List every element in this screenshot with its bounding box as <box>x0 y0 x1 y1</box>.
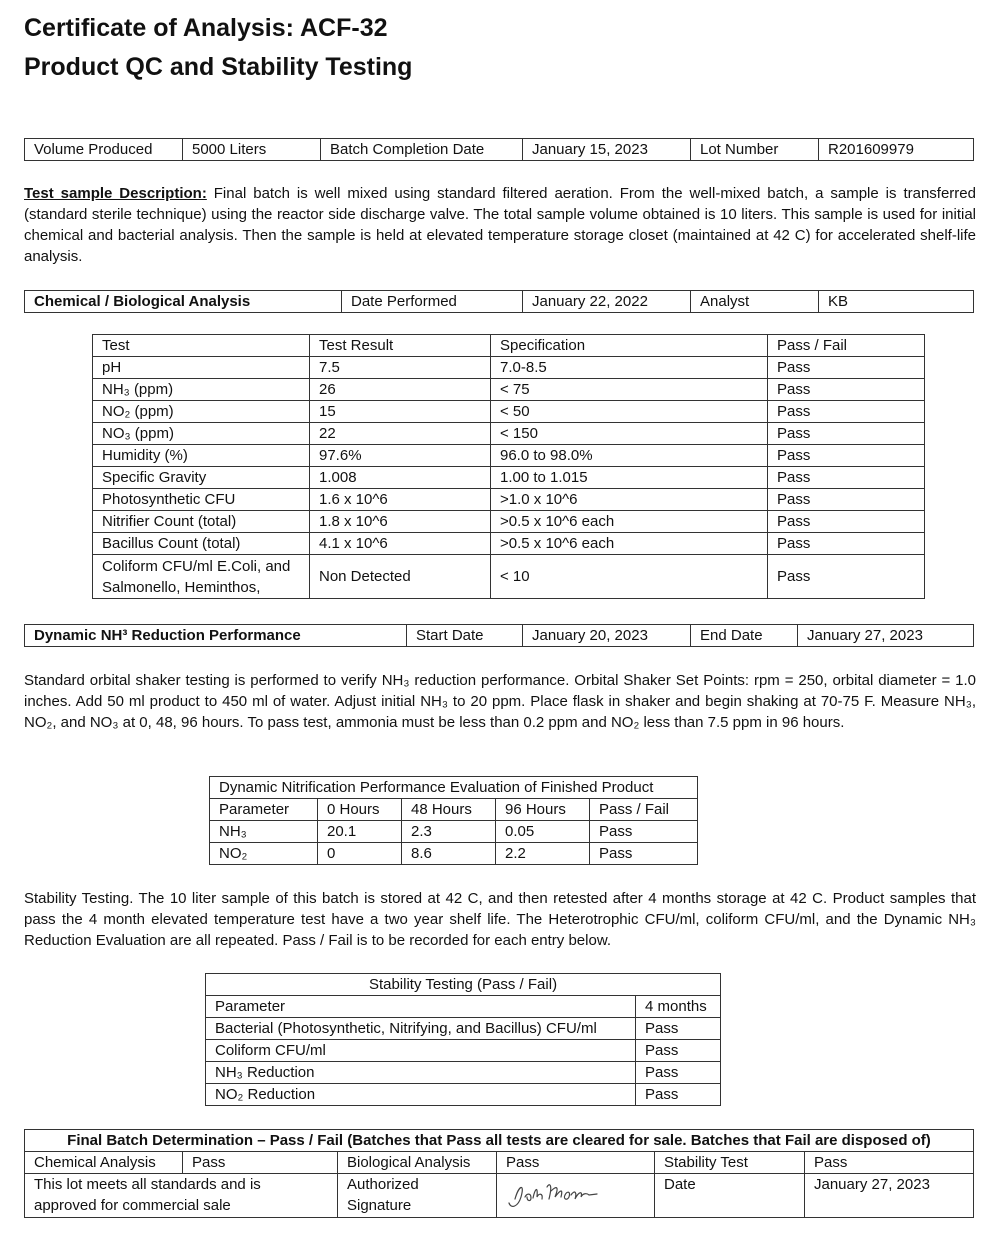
column-header: 4 months <box>636 996 721 1018</box>
test-specification: >0.5 x 10^6 each <box>491 533 768 555</box>
column-header: 48 Hours <box>402 799 496 821</box>
sample-description-heading: Test sample Description: <box>24 185 207 202</box>
column-header: Pass / Fail <box>768 335 925 357</box>
test-result: 1.6 x 10^6 <box>310 489 491 511</box>
test-pass-fail: Pass <box>768 467 925 489</box>
table-row <box>93 489 925 511</box>
table-row <box>210 821 698 843</box>
document-title-line1: Certificate of Analysis: ACF-32 <box>24 14 388 42</box>
lot-number-label: Lot Number <box>691 139 819 161</box>
parameter-name: NO₂ Reduction <box>206 1084 636 1106</box>
test-result: 7.5 <box>310 357 491 379</box>
stability-table-title: Stability Testing (Pass / Fail) <box>206 974 721 996</box>
table-header-row <box>93 335 925 357</box>
nitrification-table <box>209 776 698 865</box>
hour-0-value: 0 <box>318 843 402 865</box>
column-header: 0 Hours <box>318 799 402 821</box>
test-result: 22 <box>310 423 491 445</box>
test-pass-fail: Pass <box>768 445 925 467</box>
final-determination-title: Final Batch Determination – Pass / Fail (Batches that Pass all tests are cleared for sale. Batches that Fail are disposed of) <box>25 1130 974 1152</box>
test-result: 4.1 x 10^6 <box>310 533 491 555</box>
table-row <box>93 379 925 401</box>
stability-table <box>205 973 721 1106</box>
test-name: Humidity (%) <box>93 445 310 467</box>
date-value: January 27, 2023 <box>805 1174 974 1218</box>
test-result: 97.6% <box>310 445 491 467</box>
test-result: 26 <box>310 379 491 401</box>
biological-analysis-label: Biological Analysis <box>338 1152 497 1174</box>
test-result: Non Detected <box>310 555 491 599</box>
table-row <box>206 1084 721 1106</box>
completion-date-value: January 15, 2023 <box>523 139 691 161</box>
test-name: pH <box>93 357 310 379</box>
test-result: 15 <box>310 401 491 423</box>
test-specification: < 50 <box>491 401 768 423</box>
test-name: Photosynthetic CFU <box>93 489 310 511</box>
table-row <box>93 511 925 533</box>
date-performed-label: Date Performed <box>342 291 523 313</box>
test-name: Coliform CFU/ml E.Coli, and Salmonello, Heminthos, <box>93 555 310 599</box>
hour-48-value: 8.6 <box>402 843 496 865</box>
batch-info-table <box>24 138 974 161</box>
date-performed-value: January 22, 2022 <box>523 291 691 313</box>
hour-0-value: 20.1 <box>318 821 402 843</box>
lot-number-value: R201609979 <box>819 139 974 161</box>
biological-analysis-result: Pass <box>497 1152 655 1174</box>
column-header: Parameter <box>210 799 318 821</box>
test-specification: >0.5 x 10^6 each <box>491 511 768 533</box>
table-header-row <box>206 996 721 1018</box>
volume-label: Volume Produced <box>25 139 183 161</box>
test-pass-fail: Pass <box>768 489 925 511</box>
column-header: Parameter <box>206 996 636 1018</box>
table-row <box>93 445 925 467</box>
pass-fail-value: Pass <box>590 843 698 865</box>
volume-value: 5000 Liters <box>183 139 321 161</box>
test-specification: 1.00 to 1.015 <box>491 467 768 489</box>
completion-date-label: Batch Completion Date <box>321 139 523 161</box>
table-row <box>206 1040 721 1062</box>
document-title-line2: Product QC and Stability Testing <box>24 53 413 81</box>
parameter-name: Bacterial (Photosynthetic, Nitrifying, and Bacillus) CFU/ml <box>206 1018 636 1040</box>
hour-96-value: 2.2 <box>496 843 590 865</box>
test-pass-fail: Pass <box>768 379 925 401</box>
table-header-row <box>210 799 698 821</box>
authorized-signature-label: Authorized Signature <box>338 1174 497 1218</box>
four-month-result: Pass <box>636 1084 721 1106</box>
test-name: Nitrifier Count (total) <box>93 511 310 533</box>
parameter-name: NO₂ <box>210 843 318 865</box>
pass-fail-value: Pass <box>590 821 698 843</box>
table-row <box>210 843 698 865</box>
four-month-result: Pass <box>636 1062 721 1084</box>
end-date-label: End Date <box>691 625 798 647</box>
table-row <box>93 357 925 379</box>
table-row <box>93 423 925 445</box>
test-name: NO₂ (ppm) <box>93 401 310 423</box>
parameter-name: NH₃ <box>210 821 318 843</box>
four-month-result: Pass <box>636 1018 721 1040</box>
test-pass-fail: Pass <box>768 533 925 555</box>
parameter-name: Coliform CFU/ml <box>206 1040 636 1062</box>
test-name: Bacillus Count (total) <box>93 533 310 555</box>
test-result: 1.8 x 10^6 <box>310 511 491 533</box>
test-specification: 96.0 to 98.0% <box>491 445 768 467</box>
chemical-results-table <box>92 334 925 599</box>
nh3-reduction-label: Dynamic NH³ Reduction Performance <box>25 625 407 647</box>
stability-test-label: Stability Test <box>655 1152 805 1174</box>
chemical-analysis-label: Chemical Analysis <box>25 1152 183 1174</box>
analyst-value: KB <box>819 291 974 313</box>
column-header: Pass / Fail <box>590 799 698 821</box>
final-determination-table <box>24 1129 974 1218</box>
column-header: Specification <box>491 335 768 357</box>
test-name: NO₃ (ppm) <box>93 423 310 445</box>
test-name: Specific Gravity <box>93 467 310 489</box>
signature-image <box>505 1177 605 1213</box>
test-name: NH₃ (ppm) <box>93 379 310 401</box>
hour-96-value: 0.05 <box>496 821 590 843</box>
table-row <box>206 1018 721 1040</box>
test-pass-fail: Pass <box>768 423 925 445</box>
test-pass-fail: Pass <box>768 555 925 599</box>
test-pass-fail: Pass <box>768 401 925 423</box>
chemical-header-table <box>24 290 974 313</box>
end-date-value: January 27, 2023 <box>798 625 974 647</box>
approval-statement: This lot meets all standards and is approved for commercial sale <box>25 1174 338 1218</box>
nh3-reduction-header-table <box>24 624 974 647</box>
analyst-label: Analyst <box>691 291 819 313</box>
test-specification: < 75 <box>491 379 768 401</box>
chemical-analysis-label: Chemical / Biological Analysis <box>25 291 342 313</box>
date-label: Date <box>655 1174 805 1218</box>
table-row <box>93 401 925 423</box>
parameter-name: NH₃ Reduction <box>206 1062 636 1084</box>
table-row <box>206 1062 721 1084</box>
test-specification: < 150 <box>491 423 768 445</box>
column-header: Test Result <box>310 335 491 357</box>
sample-description-text: Final batch is well mixed using standard filtered aeration. From the well-mixed batch, a sample is transferred (standard sterile technique) using the reactor side discharge valve. The total sample volume obtained is 10 liters. This sample is used for initial chemical and bacterial analysis. Then the sample is held at elevated temperature storage closet (maintained at 42 C) for accelerated shelf-life analysis. <box>24 185 976 265</box>
test-specification: >1.0 x 10^6 <box>491 489 768 511</box>
column-header: 96 Hours <box>496 799 590 821</box>
test-specification: < 10 <box>491 555 768 599</box>
four-month-result: Pass <box>636 1040 721 1062</box>
table-row <box>93 555 925 599</box>
test-pass-fail: Pass <box>768 511 925 533</box>
sample-description <box>24 183 976 267</box>
start-date-value: January 20, 2023 <box>523 625 691 647</box>
orbital-shaker-description: Standard orbital shaker testing is performed to verify NH₃ reduction performance. Orbital Shaker Set Points: rpm = 250, orbital diameter = 1.0 inches. Add 50 ml product to 450 ml of water. Adjust initial NH₃ to 20 ppm. Place flask in shaker and begin shaking at 70-75 F. Measure NH₃, NO₂, and NO₃ at 0, 48, 96 hours. To pass test, ammonia must be less than 0.2 ppm and NO₂ less than 7.5 ppm in 96 hours. <box>24 672 976 731</box>
test-result: 1.008 <box>310 467 491 489</box>
test-specification: 7.0-8.5 <box>491 357 768 379</box>
column-header: Test <box>93 335 310 357</box>
chemical-analysis-result: Pass <box>183 1152 338 1174</box>
stability-description: Stability Testing. The 10 liter sample of this batch is stored at 42 C, and then retested after 4 months storage at 42 C. Product samples that pass the 4 month elevated temperature test have a two year shelf life. The Heterotrophic CFU/ml, coliform CFU/ml, and the Dynamic NH₃ Reduction Evaluation are all repeated. Pass / Fail is to be recorded for each entry below. <box>24 890 976 949</box>
stability-test-result: Pass <box>805 1152 974 1174</box>
hour-48-value: 2.3 <box>402 821 496 843</box>
nitrification-table-title: Dynamic Nitrification Performance Evaluation of Finished Product <box>210 777 698 799</box>
start-date-label: Start Date <box>407 625 523 647</box>
table-row <box>93 467 925 489</box>
table-row <box>93 533 925 555</box>
test-pass-fail: Pass <box>768 357 925 379</box>
